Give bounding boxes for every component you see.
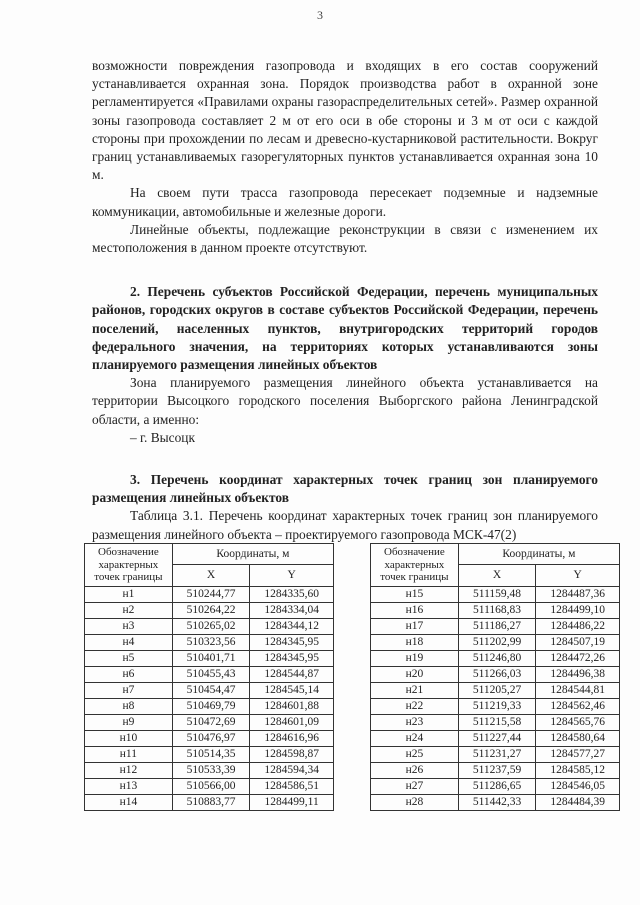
- y-coordinate: 1284580,64: [536, 730, 620, 746]
- x-coordinate: 510472,69: [172, 714, 249, 730]
- x-coordinate: 510566,00: [172, 778, 249, 794]
- x-coordinate: 511227,44: [458, 730, 535, 746]
- point-id: н3: [85, 618, 173, 634]
- point-id: н7: [85, 682, 173, 698]
- table-row: [85, 746, 334, 762]
- header-y: Y: [250, 565, 334, 586]
- x-coordinate: 511237,59: [458, 762, 535, 778]
- x-coordinate: 511286,65: [458, 778, 535, 794]
- x-coordinate: 510323,56: [172, 634, 249, 650]
- y-coordinate: 1284616,96: [250, 730, 334, 746]
- point-id: н12: [85, 762, 173, 778]
- table-row: [371, 698, 620, 714]
- coordinate-tables: [84, 543, 614, 843]
- header-x: X: [458, 565, 535, 586]
- x-coordinate: 511215,58: [458, 714, 535, 730]
- table-row: [85, 762, 334, 778]
- y-coordinate: 1284545,14: [250, 682, 334, 698]
- y-coordinate: 1284335,60: [250, 586, 334, 602]
- x-coordinate: 511266,03: [458, 666, 535, 682]
- point-id: н26: [371, 762, 459, 778]
- header-point: Обозначение характерных точек границы: [371, 544, 459, 587]
- point-id: н24: [371, 730, 459, 746]
- table-row: [85, 778, 334, 794]
- x-coordinate: 510454,47: [172, 682, 249, 698]
- y-coordinate: 1284544,87: [250, 666, 334, 682]
- section-2-item: – г. Высоцк: [130, 429, 195, 445]
- table-row: [85, 794, 334, 810]
- y-coordinate: 1284577,27: [536, 746, 620, 762]
- y-coordinate: 1284601,88: [250, 698, 334, 714]
- y-coordinate: 1284544,81: [536, 682, 620, 698]
- table-row: [85, 666, 334, 682]
- x-coordinate: 510476,97: [172, 730, 249, 746]
- x-coordinate: 510264,22: [172, 602, 249, 618]
- x-coordinate: 510401,71: [172, 650, 249, 666]
- y-coordinate: 1284507,19: [536, 634, 620, 650]
- paragraph-protection-zone: возможности повреждения газопровода и входящих в его состав сооружений устанавливается охранная зона. Порядок производства работ в охранной зоне регламентируется «Правилами охраны газораспределительных сетей». Размер охранной зоны газопровода составляет 2 м от его оси в обе стороны и 3 м от оси с каждой стороны при прохождении по лесам и древесно-кустарниковой растительности. Вокруг границ устанавливаемых газорегуляторных пунктов устанавливается охранная зона 10 м.: [92, 58, 598, 183]
- section-3-heading: 3. Перечень координат характерных точек границ зон планируемого размещения линейных объектов: [92, 472, 598, 506]
- x-coordinate: 511246,80: [458, 650, 535, 666]
- point-id: н19: [371, 650, 459, 666]
- header-point: Обозначение характерных точек границы: [85, 544, 173, 587]
- table-row: [371, 730, 620, 746]
- x-coordinate: 511231,27: [458, 746, 535, 762]
- y-coordinate: 1284499,10: [536, 602, 620, 618]
- y-coordinate: 1284594,34: [250, 762, 334, 778]
- point-id: н8: [85, 698, 173, 714]
- y-coordinate: 1284585,12: [536, 762, 620, 778]
- point-id: н13: [85, 778, 173, 794]
- table-row: [85, 698, 334, 714]
- table-row: [371, 634, 620, 650]
- point-id: н21: [371, 682, 459, 698]
- y-coordinate: 1284345,95: [250, 650, 334, 666]
- table-row: [371, 682, 620, 698]
- coordinates-table-right: [370, 543, 620, 811]
- document-body: [92, 57, 598, 544]
- paragraph-crossings: На своем пути трасса газопровода пересекает подземные и надземные коммуникации, автомобильные и железные дороги.: [92, 185, 598, 219]
- table-row: [85, 586, 334, 602]
- point-id: н11: [85, 746, 173, 762]
- point-id: н28: [371, 794, 459, 810]
- table-row: [371, 666, 620, 682]
- header-y: Y: [536, 565, 620, 586]
- point-id: н22: [371, 698, 459, 714]
- header-coords: Координаты, м: [172, 544, 333, 565]
- table-row: [371, 778, 620, 794]
- point-id: н4: [85, 634, 173, 650]
- y-coordinate: 1284586,51: [250, 778, 334, 794]
- table-caption: Таблица 3.1. Перечень координат характерных точек границ зон планируемого размещения линейного объекта – проектируемого газопровода МСК-47(2): [92, 508, 598, 542]
- table-row: [85, 730, 334, 746]
- x-coordinate: 510533,39: [172, 762, 249, 778]
- point-id: н20: [371, 666, 459, 682]
- point-id: н15: [371, 586, 459, 602]
- x-coordinate: 510265,02: [172, 618, 249, 634]
- point-id: н16: [371, 602, 459, 618]
- point-id: н10: [85, 730, 173, 746]
- table-row: [371, 794, 620, 810]
- point-id: н23: [371, 714, 459, 730]
- point-id: н9: [85, 714, 173, 730]
- point-id: н18: [371, 634, 459, 650]
- point-id: н27: [371, 778, 459, 794]
- table-row: [371, 602, 620, 618]
- y-coordinate: 1284496,38: [536, 666, 620, 682]
- point-id: н25: [371, 746, 459, 762]
- y-coordinate: 1284601,09: [250, 714, 334, 730]
- y-coordinate: 1284562,46: [536, 698, 620, 714]
- y-coordinate: 1284486,22: [536, 618, 620, 634]
- y-coordinate: 1284598,87: [250, 746, 334, 762]
- point-id: н14: [85, 794, 173, 810]
- x-coordinate: 510883,77: [172, 794, 249, 810]
- point-id: н17: [371, 618, 459, 634]
- y-coordinate: 1284472,26: [536, 650, 620, 666]
- header-x: X: [172, 565, 249, 586]
- page-number: 3: [317, 8, 323, 22]
- table-row: [371, 586, 620, 602]
- y-coordinate: 1284499,11: [250, 794, 334, 810]
- x-coordinate: 511168,83: [458, 602, 535, 618]
- table-row: [85, 602, 334, 618]
- x-coordinate: 511202,99: [458, 634, 535, 650]
- y-coordinate: 1284487,36: [536, 586, 620, 602]
- table-row: [371, 714, 620, 730]
- table-row: [85, 682, 334, 698]
- x-coordinate: 511159,48: [458, 586, 535, 602]
- section-2-heading: 2. Перечень субъектов Российской Федерации, перечень муниципальных районов, городских округов в составе субъектов Российской Федерации, перечень поселений, населенных пунктов, внутригородских территорий городов федерального значения, на территориях которых устанавливаются зоны планируемого размещения линейных объектов: [92, 284, 598, 373]
- point-id: н5: [85, 650, 173, 666]
- paragraph-reconstruction: Линейные объекты, подлежащие реконструкции в связи с изменением их местоположения в данном проекте отсутствуют.: [92, 221, 598, 256]
- table-row: [371, 650, 620, 666]
- y-coordinate: 1284484,39: [536, 794, 620, 810]
- table-row: [371, 746, 620, 762]
- x-coordinate: 510514,35: [172, 746, 249, 762]
- x-coordinate: 511219,33: [458, 698, 535, 714]
- x-coordinate: 510455,43: [172, 666, 249, 682]
- table-row: [85, 634, 334, 650]
- y-coordinate: 1284345,95: [250, 634, 334, 650]
- table-row: [85, 714, 334, 730]
- y-coordinate: 1284546,05: [536, 778, 620, 794]
- table-row: [371, 762, 620, 778]
- x-coordinate: 510469,79: [172, 698, 249, 714]
- header-coords: Координаты, м: [458, 544, 619, 565]
- coordinates-table-left: [84, 543, 334, 811]
- table-row: [371, 618, 620, 634]
- table-row: [85, 618, 334, 634]
- y-coordinate: 1284334,04: [250, 602, 334, 618]
- x-coordinate: 511442,33: [458, 794, 535, 810]
- section-2-body: Зона планируемого размещения линейного объекта устанавливается на территории Высоцкого городского поселения Выборгского района Ленинградской области, а именно:: [92, 375, 598, 427]
- x-coordinate: 510244,77: [172, 586, 249, 602]
- point-id: н6: [85, 666, 173, 682]
- table-row: [85, 650, 334, 666]
- x-coordinate: 511186,27: [458, 618, 535, 634]
- point-id: н2: [85, 602, 173, 618]
- y-coordinate: 1284565,76: [536, 714, 620, 730]
- y-coordinate: 1284344,12: [250, 618, 334, 634]
- point-id: н1: [85, 586, 173, 602]
- x-coordinate: 511205,27: [458, 682, 535, 698]
